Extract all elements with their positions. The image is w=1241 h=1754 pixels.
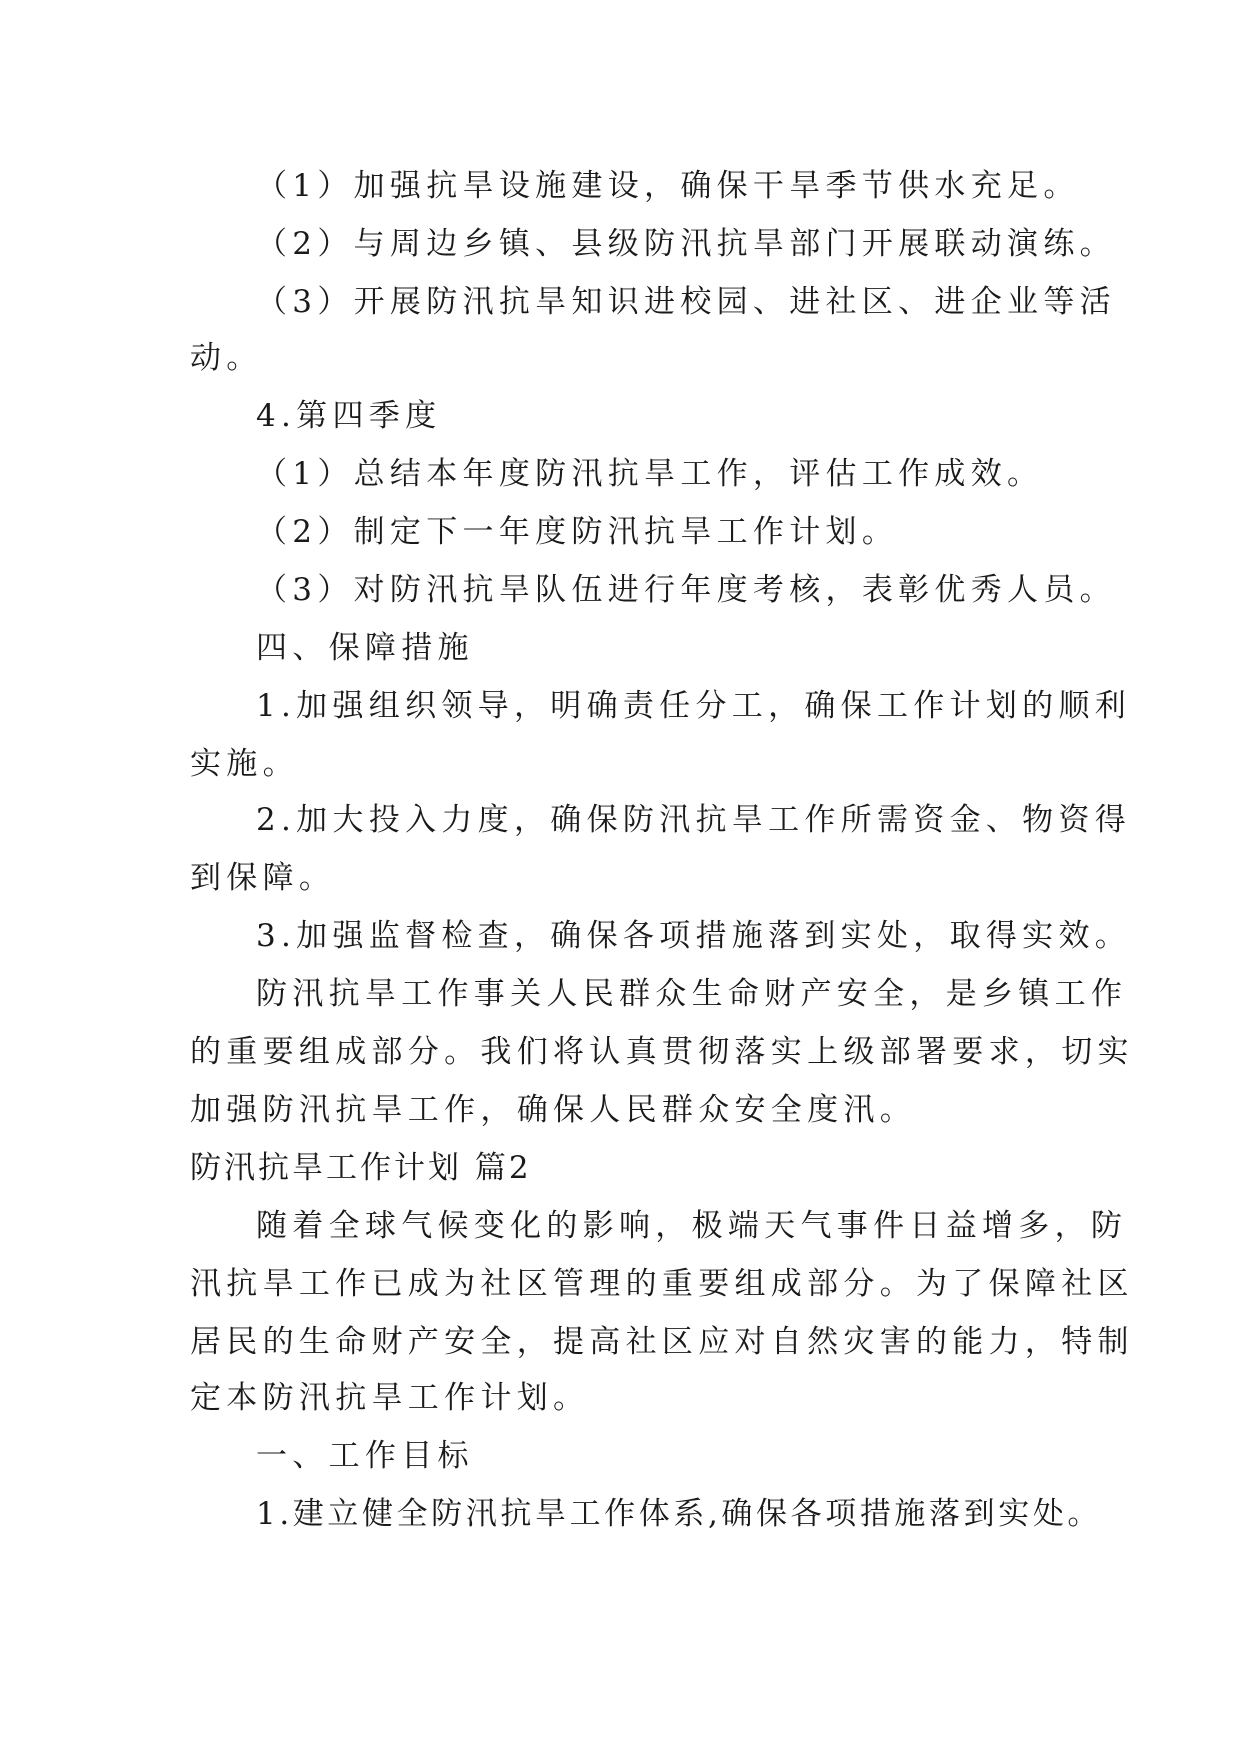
paragraph-line: （1）总结本年度防汛抗旱工作，评估工作成效。	[256, 456, 1044, 492]
paragraph-line: （3）开展防汛抗旱知识进校园、进社区、进企业等活	[256, 284, 1116, 320]
section-heading: 一、工作目标	[256, 1438, 474, 1474]
section-heading: 四、保障措施	[256, 630, 474, 666]
section-heading: 4.第四季度	[256, 398, 442, 434]
section-title: 防汛抗旱工作计划 篇2	[190, 1150, 532, 1186]
paragraph-line: 2.加大投入力度，确保防汛抗旱工作所需资金、物资得	[256, 802, 1132, 838]
paragraph-line: 动。	[190, 340, 263, 376]
paragraph-line: （1）加强抗旱设施建设，确保干旱季节供水充足。	[256, 168, 1080, 204]
paragraph-line: （3）对防汛抗旱队伍进行年度考核，表彰优秀人员。	[256, 572, 1116, 608]
paragraph-line: 随着全球气候变化的影响，极端天气事件日益增多，防	[256, 1208, 1128, 1244]
paragraph-line: 汛抗旱工作已成为社区管理的重要组成部分。为了保障社区	[190, 1266, 1134, 1302]
paragraph-line: 到保障。	[190, 860, 336, 896]
paragraph-line: 1.加强组织领导，明确责任分工，确保工作计划的顺利	[256, 688, 1132, 724]
paragraph-line: 3.加强监督检查，确保各项措施落到实处，取得实效。	[256, 918, 1132, 954]
paragraph-line: 1.建立健全防汛抗旱工作体系,确保各项措施落到实处。	[256, 1496, 1103, 1532]
paragraph-line: （2）制定下一年度防汛抗旱工作计划。	[256, 514, 899, 550]
paragraph-line: 居民的生命财产安全，提高社区应对自然灾害的能力，特制	[190, 1324, 1134, 1360]
paragraph-line: 加强防汛抗旱工作，确保人民群众安全度汛。	[190, 1092, 916, 1128]
paragraph-line: （2）与周边乡镇、县级防汛抗旱部门开展联动演练。	[256, 226, 1116, 262]
paragraph-line: 实施。	[190, 746, 299, 782]
paragraph-line: 防汛抗旱工作事关人民群众生命财产安全，是乡镇工作	[256, 976, 1128, 1012]
paragraph-line: 定本防汛抗旱工作计划。	[190, 1380, 590, 1416]
paragraph-line: 的重要组成部分。我们将认真贯彻落实上级部署要求，切实	[190, 1034, 1134, 1070]
